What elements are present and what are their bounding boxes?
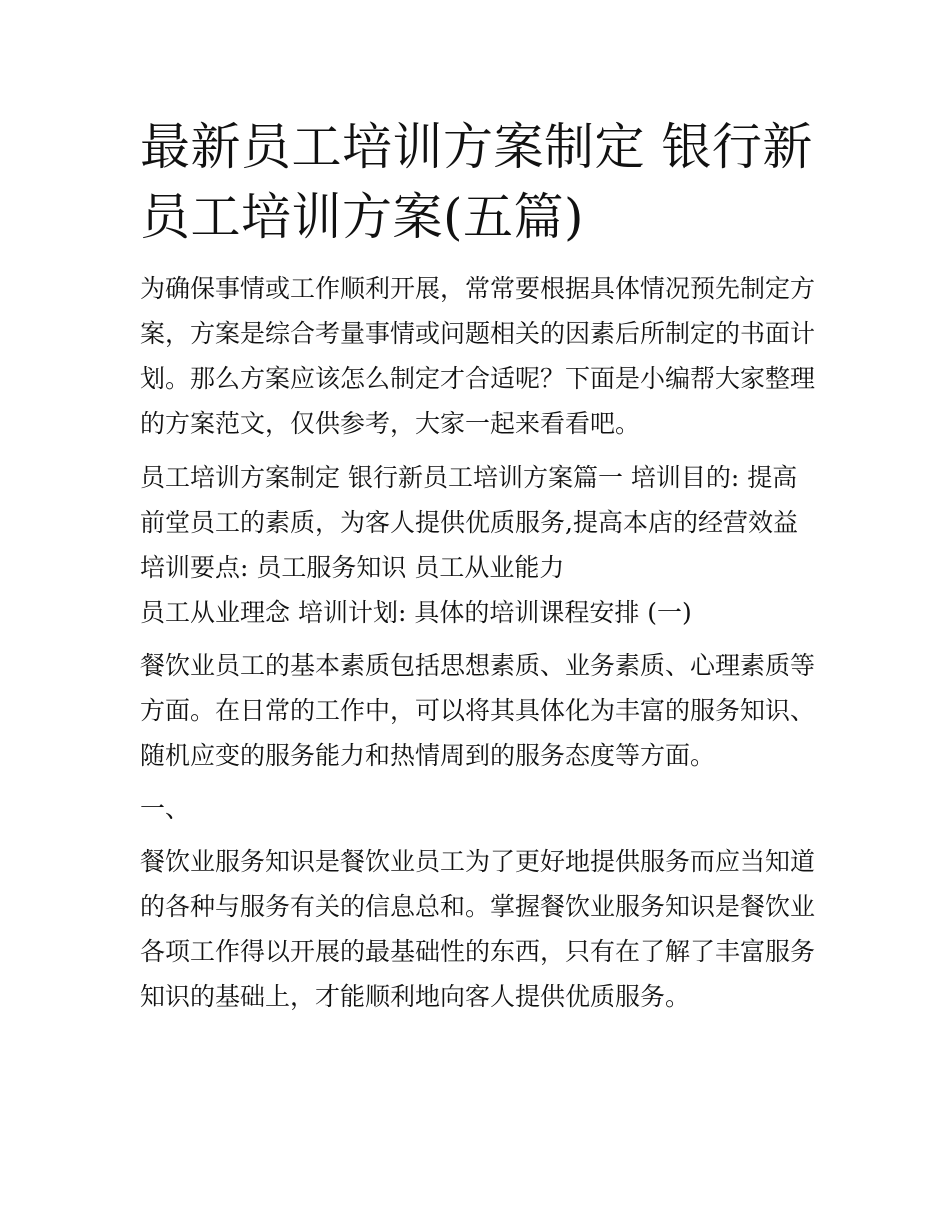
text-line: 员工培训方案制定 银行新员工培训方案篇一 培训目的: 提高 [140, 463, 798, 492]
text-line: 随机应变的服务能力和热情周到的服务态度等方面。 [140, 741, 716, 770]
text-line: 前堂员工的素质，为客人提供优质服务,提高本店的经营效益 [140, 508, 798, 537]
text-line: 案，方案是综合考量事情或问题相关的因素后所制定的书面计 [140, 319, 816, 348]
text-line: 培训要点: 员工服务知识 员工从业能力 [140, 553, 565, 582]
title-line: 最新员工培训方案制定 银行新 [140, 118, 813, 176]
quality-paragraph [140, 643, 815, 778]
text-line: 方面。在日常的工作中，可以将其具体化为丰富的服务知识、 [140, 696, 816, 725]
text-line: 知识的基础上，才能顺利地向客人提供优质服务。 [140, 982, 691, 1011]
text-line: 为确保事情或工作顺利开展，常常要根据具体情况预先制定方 [140, 274, 816, 303]
section-heading [140, 786, 815, 831]
title-line: 员工培训方案(五篇) [140, 188, 585, 246]
document-title [140, 112, 815, 252]
knowledge-paragraph [140, 839, 815, 1019]
intro-paragraph [140, 266, 815, 446]
text-line: 划。那么方案应该怎么制定才合适呢？下面是小编帮大家整理 [140, 364, 816, 393]
text-line: 餐饮业服务知识是餐饮业员工为了更好地提供服务而应当知道 [140, 847, 816, 876]
text-line: 的各种与服务有关的信息总和。掌握餐饮业服务知识是餐饮业 [140, 892, 816, 921]
document-page [140, 112, 815, 1019]
text-line: 员工从业理念 培训计划: 具体的培训课程安排 (一) [140, 598, 692, 627]
heading-text: 一、 [140, 794, 191, 823]
text-line: 的方案范文，仅供参考，大家一起来看看吧。 [140, 409, 641, 438]
section-paragraph [140, 455, 815, 635]
text-line: 餐饮业员工的基本素质包括思想素质、业务素质、心理素质等 [140, 651, 816, 680]
text-line: 各项工作得以开展的最基础性的东西，只有在了解了丰富服务 [140, 937, 816, 966]
